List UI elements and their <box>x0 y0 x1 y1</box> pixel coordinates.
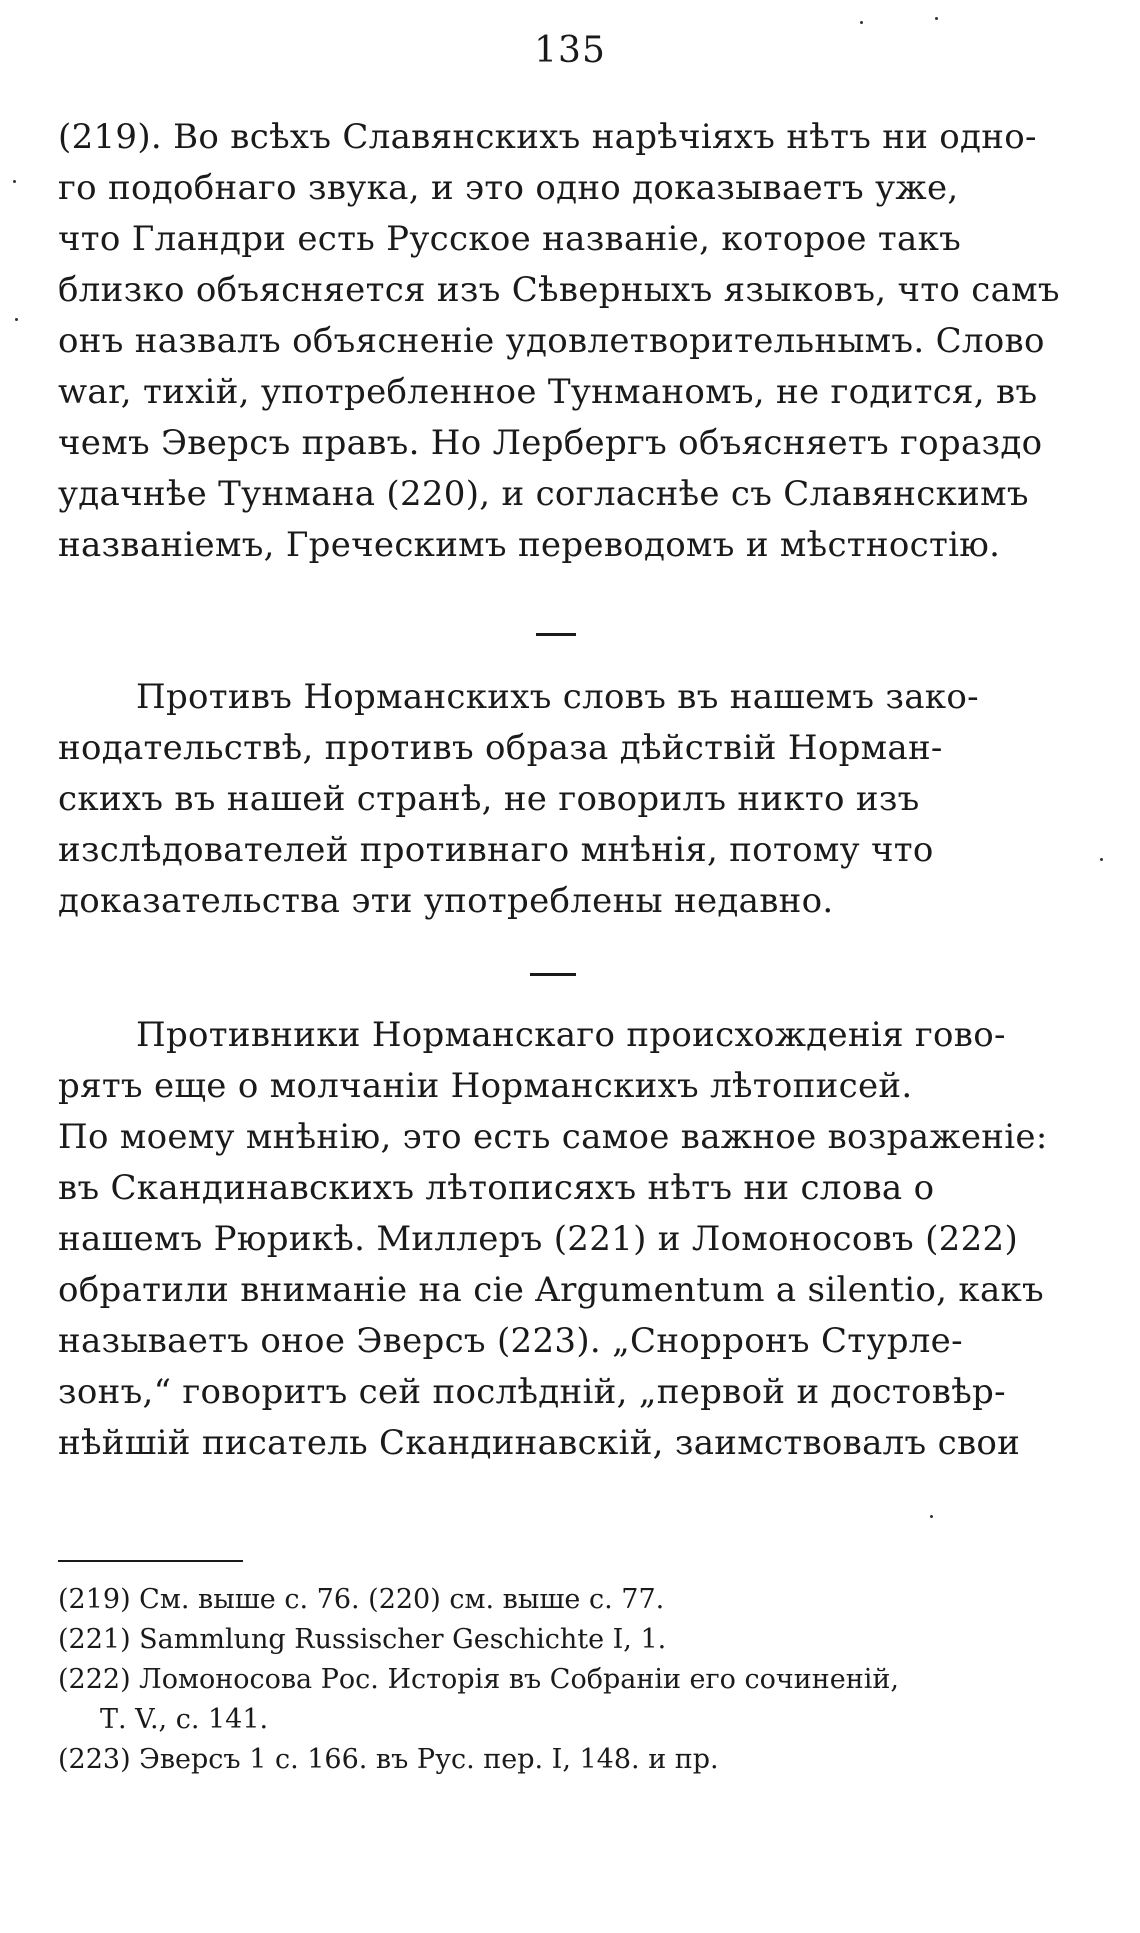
paragraph-1 <box>58 112 1060 571</box>
paragraph-1-line: чемъ Эверсъ правъ. Но Лербергъ объясняетъ гораздо <box>58 423 1043 463</box>
paragraph-1-line: онъ назвалъ объясненіе удовлетворительнымъ. Слово <box>58 321 1045 361</box>
paragraph-2-line: Противъ Норманскихъ словъ въ нашемъ зако- <box>136 677 979 717</box>
paragraph-1-line: названіемъ, Греческимъ переводомъ и мѣстностію. <box>58 525 1001 565</box>
paragraph-1-line: удачнѣе Тунмана (220), и согласнѣе съ Славянскимъ <box>58 474 1029 514</box>
paragraph-1-line: war, тихій, употребленное Тунманомъ, не годится, въ <box>58 372 1038 412</box>
footnote: (223) Эверсъ 1 с. 166. въ Рус. пер. I, 148. и пр. <box>58 1744 719 1775</box>
footnote: (222) Ломоносова Рос. Исторія въ Собраніи его сочиненій, <box>58 1664 899 1695</box>
footnote: (219) См. выше с. 76. (220) см. выше с. 77. <box>58 1584 665 1615</box>
paragraph-1-line: го подобнаго звука, и это одно доказываетъ уже, <box>58 168 959 208</box>
paragraph-3-line: называетъ оное Эверсъ (223). „Снорронъ Стурле- <box>58 1321 963 1361</box>
paragraph-1-line: что Гландри есть Русское названіе, которое такъ <box>58 219 962 259</box>
page-number: 135 <box>534 30 606 71</box>
section-divider <box>530 973 576 976</box>
paragraph-1-line: близко объясняется изъ Сѣверныхъ языковъ, что самъ <box>58 270 1060 310</box>
paragraph-3-line: нѣйшій писатель Скандинавскій, заимствовалъ свои <box>58 1423 1021 1463</box>
paragraph-3-line: въ Скандинавскихъ лѣтописяхъ нѣтъ ни слова о <box>58 1168 935 1208</box>
footnote: (221) Sammlung Russischer Geschichte I, 1. <box>58 1624 667 1655</box>
paragraph-1-line: (219). Во всѣхъ Славянскихъ нарѣчіяхъ нѣтъ ни одно- <box>58 117 1037 157</box>
paragraph-3-line: обратили вниманіе на сіе Argumentum a silentio, какъ <box>58 1270 1044 1310</box>
paragraph-3-line: зонъ,“ говоритъ сей послѣдній, „первой и достовѣр- <box>58 1372 1006 1412</box>
paragraph-2-line: доказательства эти употреблены недавно. <box>58 881 834 921</box>
paragraph-3 <box>58 1010 1048 1469</box>
paragraph-2-line: изслѣдователей противнаго мнѣнія, потому что <box>58 830 934 870</box>
footnote-rule <box>58 1560 243 1562</box>
paragraph-3-line: Противники Норманскаго происхожденія гово- <box>136 1015 1006 1055</box>
paragraph-3-line: По моему мнѣнію, это есть самое важное возраженіе: <box>58 1117 1048 1157</box>
footnotes <box>58 1580 1058 1780</box>
paragraph-2-line: скихъ въ нашей странѣ, не говорилъ никто изъ <box>58 779 920 819</box>
footnote-continuation: Т. V., с. 141. <box>100 1704 269 1735</box>
paragraph-2-line: нодательствѣ, противъ образа дѣйствій Норман- <box>58 728 943 768</box>
paragraph-3-line: рятъ еще о молчаніи Норманскихъ лѣтописей. <box>58 1066 913 1106</box>
paragraph-3-line: нашемъ Рюрикѣ. Миллеръ (221) и Ломоносовъ (222) <box>58 1219 1019 1259</box>
section-divider <box>536 633 576 636</box>
paragraph-2 <box>58 672 1048 927</box>
